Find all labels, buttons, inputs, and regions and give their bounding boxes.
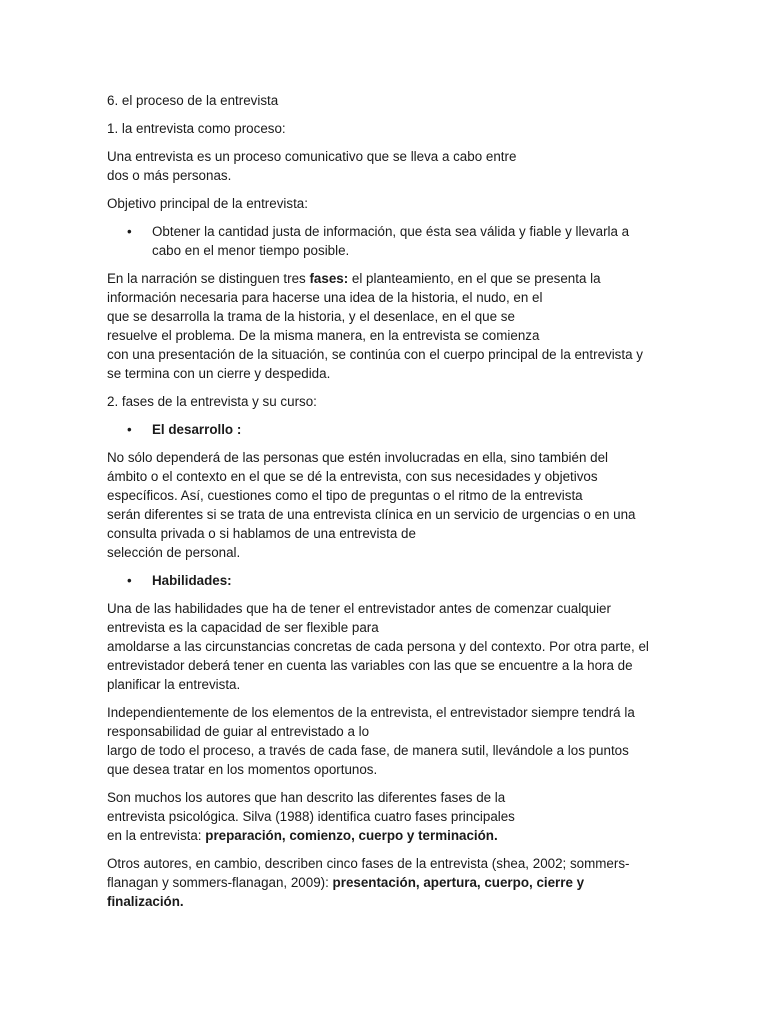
text-line: 6. el proceso de la entrevista [107, 93, 279, 108]
text-run: flanagan y sommers-flanagan, 2009): [107, 875, 333, 890]
text-run: en la entrevista: [107, 828, 206, 843]
text-line: se termina con un cierre y despedida. [107, 366, 331, 381]
text-line: El desarrollo : [152, 422, 242, 437]
paragraph-silva [107, 788, 668, 845]
paragraph-other-authors [107, 854, 668, 911]
text-run-bold: preparación, comienzo, cuerpo y terminación. [205, 828, 498, 843]
text-line: planificar la entrevista. [107, 677, 241, 692]
text-line: selección de personal. [107, 545, 241, 560]
text-line: Son muchos los autores que han descrito las diferentes fases de la [107, 790, 506, 805]
text-line: resuelve el problema. De la misma manera, en la entrevista se comienza [107, 328, 540, 343]
text-line: específicos. Así, cuestiones como el tipo de preguntas o el ritmo de la entrevista [107, 488, 583, 503]
text-line: Una entrevista es un proceso comunicativo que se lleva a cabo entre [107, 149, 517, 164]
section-heading [107, 392, 668, 411]
document-title [107, 91, 668, 110]
bullet-icon: • [127, 573, 132, 588]
text-line: responsabilidad de guiar al entrevistado a lo [107, 724, 370, 739]
text-line: consulta privada o si hablamos de una entrevista de [107, 526, 416, 541]
text-line: que desea tratar en los momentos oportunos. [107, 762, 378, 777]
text-line: 2. fases de la entrevista y su curso: [107, 394, 317, 409]
text-run: el planteamiento, en el que se presenta la [348, 271, 601, 286]
text-line: amoldarse a las circunstancias concretas de cada persona y del contexto. Por otra parte, el [107, 639, 649, 654]
paragraph-skills [107, 599, 668, 694]
text-line: largo de todo el proceso, a través de cada fase, de manera sutil, llevándole a los puntos [107, 743, 629, 758]
text-run: En la narración se distinguen tres [107, 271, 310, 286]
text-line: con una presentación de la situación, se continúa con el cuerpo principal de la entrevista y [107, 347, 643, 362]
text-run-bold: presentación, apertura, cuerpo, cierre y [332, 875, 585, 890]
text-line: Obtener la cantidad justa de información, que ésta sea válida y fiable y llevarla a [152, 224, 630, 239]
text-line: dos o más personas. [107, 168, 232, 183]
text-line: Objetivo principal de la entrevista: [107, 196, 308, 211]
section-heading [107, 119, 668, 138]
text-line: serán diferentes si se trata de una entrevista clínica en un servicio de urgencias o en una [107, 507, 636, 522]
text-line [107, 269, 668, 288]
text-line: cabo en el menor tiempo posible. [152, 243, 350, 258]
text-line [107, 873, 668, 892]
bullet-icon: • [127, 422, 132, 437]
text-line: entrevista es la capacidad de ser flexible para [107, 620, 379, 635]
text-run-bold: fases: [309, 271, 349, 286]
bullet-item-habilidades [107, 571, 668, 590]
paragraph-narration [107, 269, 668, 383]
objective-label [107, 194, 668, 213]
text-line: 1. la entrevista como proceso: [107, 121, 286, 136]
bullet-item-desarrollo [107, 420, 668, 439]
text-line: entrevistador deberá tener en cuenta las variables con las que se encuentre a la hora de [107, 658, 633, 673]
text-line: Habilidades: [152, 573, 232, 588]
text-line: Independientemente de los elementos de la entrevista, el entrevistador siempre tendrá la [107, 705, 635, 720]
text-line: No sólo dependerá de las personas que estén involucradas en ella, sino también del [107, 450, 608, 465]
text-line: entrevista psicológica. Silva (1988) identifica cuatro fases principales [107, 809, 515, 824]
text-line: finalización. [107, 894, 184, 909]
paragraph-definition [107, 147, 668, 185]
text-line: Otros autores, en cambio, describen cinco fases de la entrevista (shea, 2002; sommers- [107, 856, 630, 871]
bullet-icon: • [127, 224, 132, 239]
text-line: que se desarrolla la trama de la historia, y el desenlace, en el que se [107, 309, 515, 324]
text-line: Una de las habilidades que ha de tener el entrevistador antes de comenzar cualquier [107, 601, 611, 616]
text-line: información necesaria para hacerse una idea de la historia, el nudo, en el [107, 290, 543, 305]
paragraph-context [107, 448, 668, 562]
paragraph-responsibility [107, 703, 668, 779]
text-line [107, 826, 668, 845]
bullet-item-objective [107, 222, 668, 260]
text-line: ámbito o el contexto en el que se dé la entrevista, con sus necesidades y objetivos [107, 469, 598, 484]
